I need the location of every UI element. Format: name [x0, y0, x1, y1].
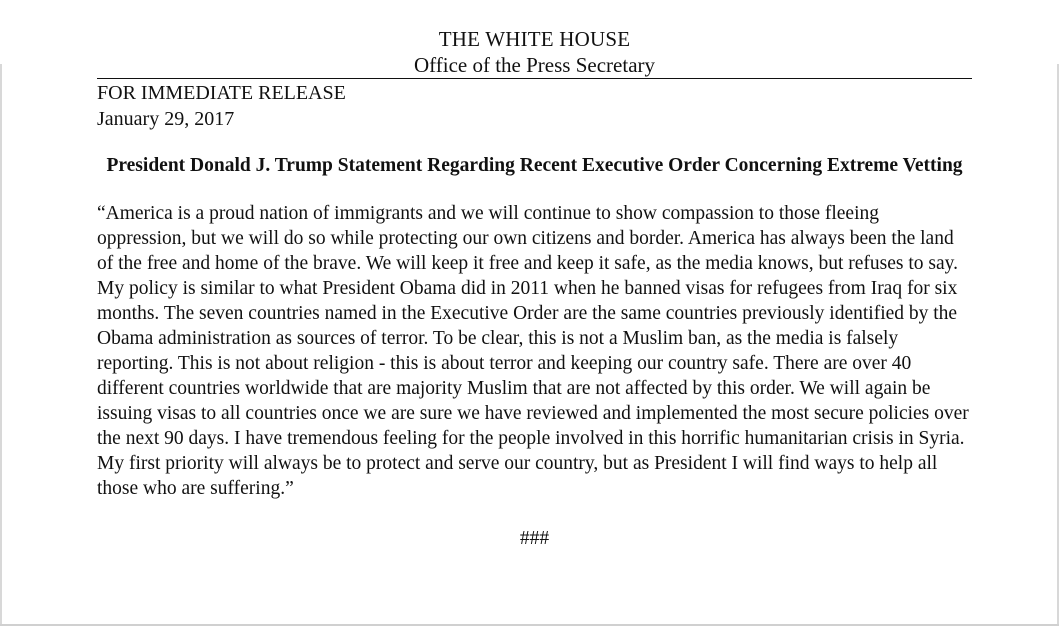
release-label: FOR IMMEDIATE RELEASE	[97, 82, 346, 104]
release-date: January 29, 2017	[97, 108, 235, 130]
office-name: Office of the Press Secretary	[413, 53, 656, 77]
statement-body: “America is a proud nation of immigrants and we will continue to show compassion to those fleeing oppression, but we will do so while protecting our own citizens and border. America has always been the land of the free and home of the brave. We will keep it free and keep it safe, as the media knows, but refuses to say. My policy is similar to what President Obama did in 2011 when he banned visas for refugees from Iraq for six months. The seven countries named in the Executive Order are the same countries previously identified by the Obama administration as sources of terror. To be clear, this is not a Muslim ban, as the media is falsely reporting. This is not about religion - this is about terror and keeping our country safe. There are over 40 different countries worldwide that are majority Muslim that are not affected by this order. We will again be issuing visas to all countries once we are sure we have reviewed and implemented the most secure policies over the next 90 days. I have tremendous feeling for the people involved in this horrific humanitarian crisis in Syria. My first priority will always be to protect and serve our country, but as President I will find ways to help all those who are suffering.”	[97, 203, 969, 499]
release-info	[97, 80, 972, 132]
organization-name: THE WHITE HOUSE	[438, 27, 631, 51]
press-release-document	[97, 26, 972, 551]
end-mark: ###	[519, 528, 550, 549]
statement-headline: President Donald J. Trump Statement Regarding Recent Executive Order Concerning Extreme Vetting	[106, 155, 963, 176]
letterhead	[97, 26, 972, 78]
header-divider	[97, 78, 972, 79]
page-edge-left	[0, 64, 2, 626]
